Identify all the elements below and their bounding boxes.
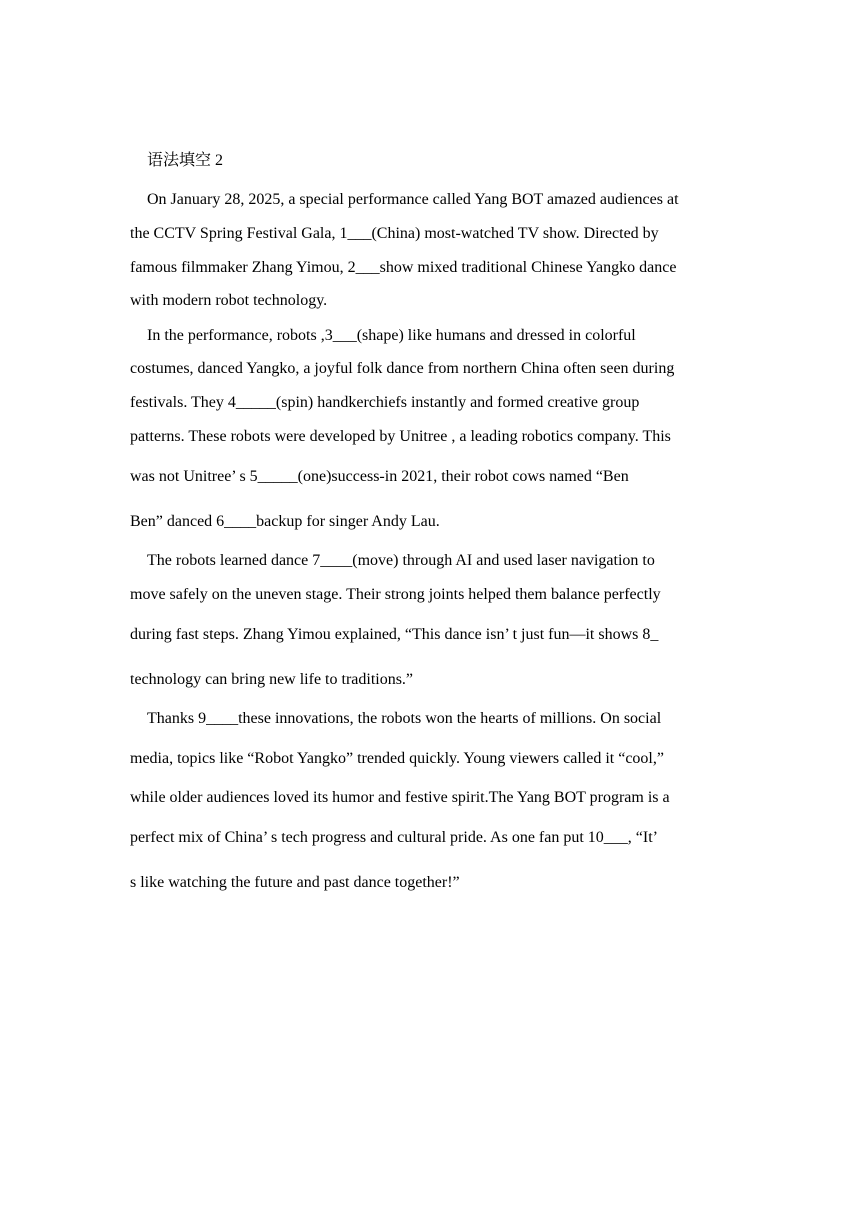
paragraph-line: with modern robot technology. bbox=[130, 292, 328, 309]
exercise-title: 语法填空 2 bbox=[147, 152, 224, 169]
paragraph-line: s like watching the future and past dance together!” bbox=[130, 874, 460, 891]
paragraph-line: perfect mix of China’ s tech progress and cultural pride. As one fan put 10___, “It’ bbox=[130, 829, 658, 846]
paragraph-line: technology can bring new life to traditions.” bbox=[130, 671, 414, 688]
paragraph-line: In the performance, robots ,3___(shape) like humans and dressed in colorful bbox=[147, 327, 636, 344]
paragraph-line: festivals. They 4_____(spin) handkerchiefs instantly and formed creative group bbox=[130, 394, 640, 411]
paragraph-line: while older audiences loved its humor and festive spirit.The Yang BOT program is a bbox=[130, 789, 670, 806]
paragraph-line: Ben” danced 6____backup for singer Andy Lau. bbox=[130, 513, 440, 530]
paragraph-line: famous filmmaker Zhang Yimou, 2___show mixed traditional Chinese Yangko dance bbox=[130, 259, 677, 276]
paragraph-line: costumes, danced Yangko, a joyful folk dance from northern China often seen during bbox=[130, 360, 675, 377]
paragraph-line: move safely on the uneven stage. Their strong joints helped them balance perfectly bbox=[130, 586, 661, 603]
paragraph-line: Thanks 9____these innovations, the robots won the hearts of millions. On social bbox=[147, 710, 662, 727]
paragraph-line: media, topics like “Robot Yangko” trended quickly. Young viewers called it “cool,” bbox=[130, 750, 664, 767]
paragraph-line: The robots learned dance 7____(move) through AI and used laser navigation to bbox=[147, 552, 655, 569]
paragraph-line: the CCTV Spring Festival Gala, 1___(China) most-watched TV show. Directed by bbox=[130, 225, 659, 242]
paragraph-line: was not Unitree’ s 5_____(one)success-in 2021, their robot cows named “Ben bbox=[130, 468, 629, 485]
paragraph-line: patterns. These robots were developed by Unitree , a leading robotics company. This bbox=[130, 428, 671, 445]
paragraph-line: On January 28, 2025, a special performance called Yang BOT amazed audiences at bbox=[147, 191, 679, 208]
paragraph-line: during fast steps. Zhang Yimou explained, “This dance isn’ t just fun—it shows 8_ bbox=[130, 626, 659, 643]
